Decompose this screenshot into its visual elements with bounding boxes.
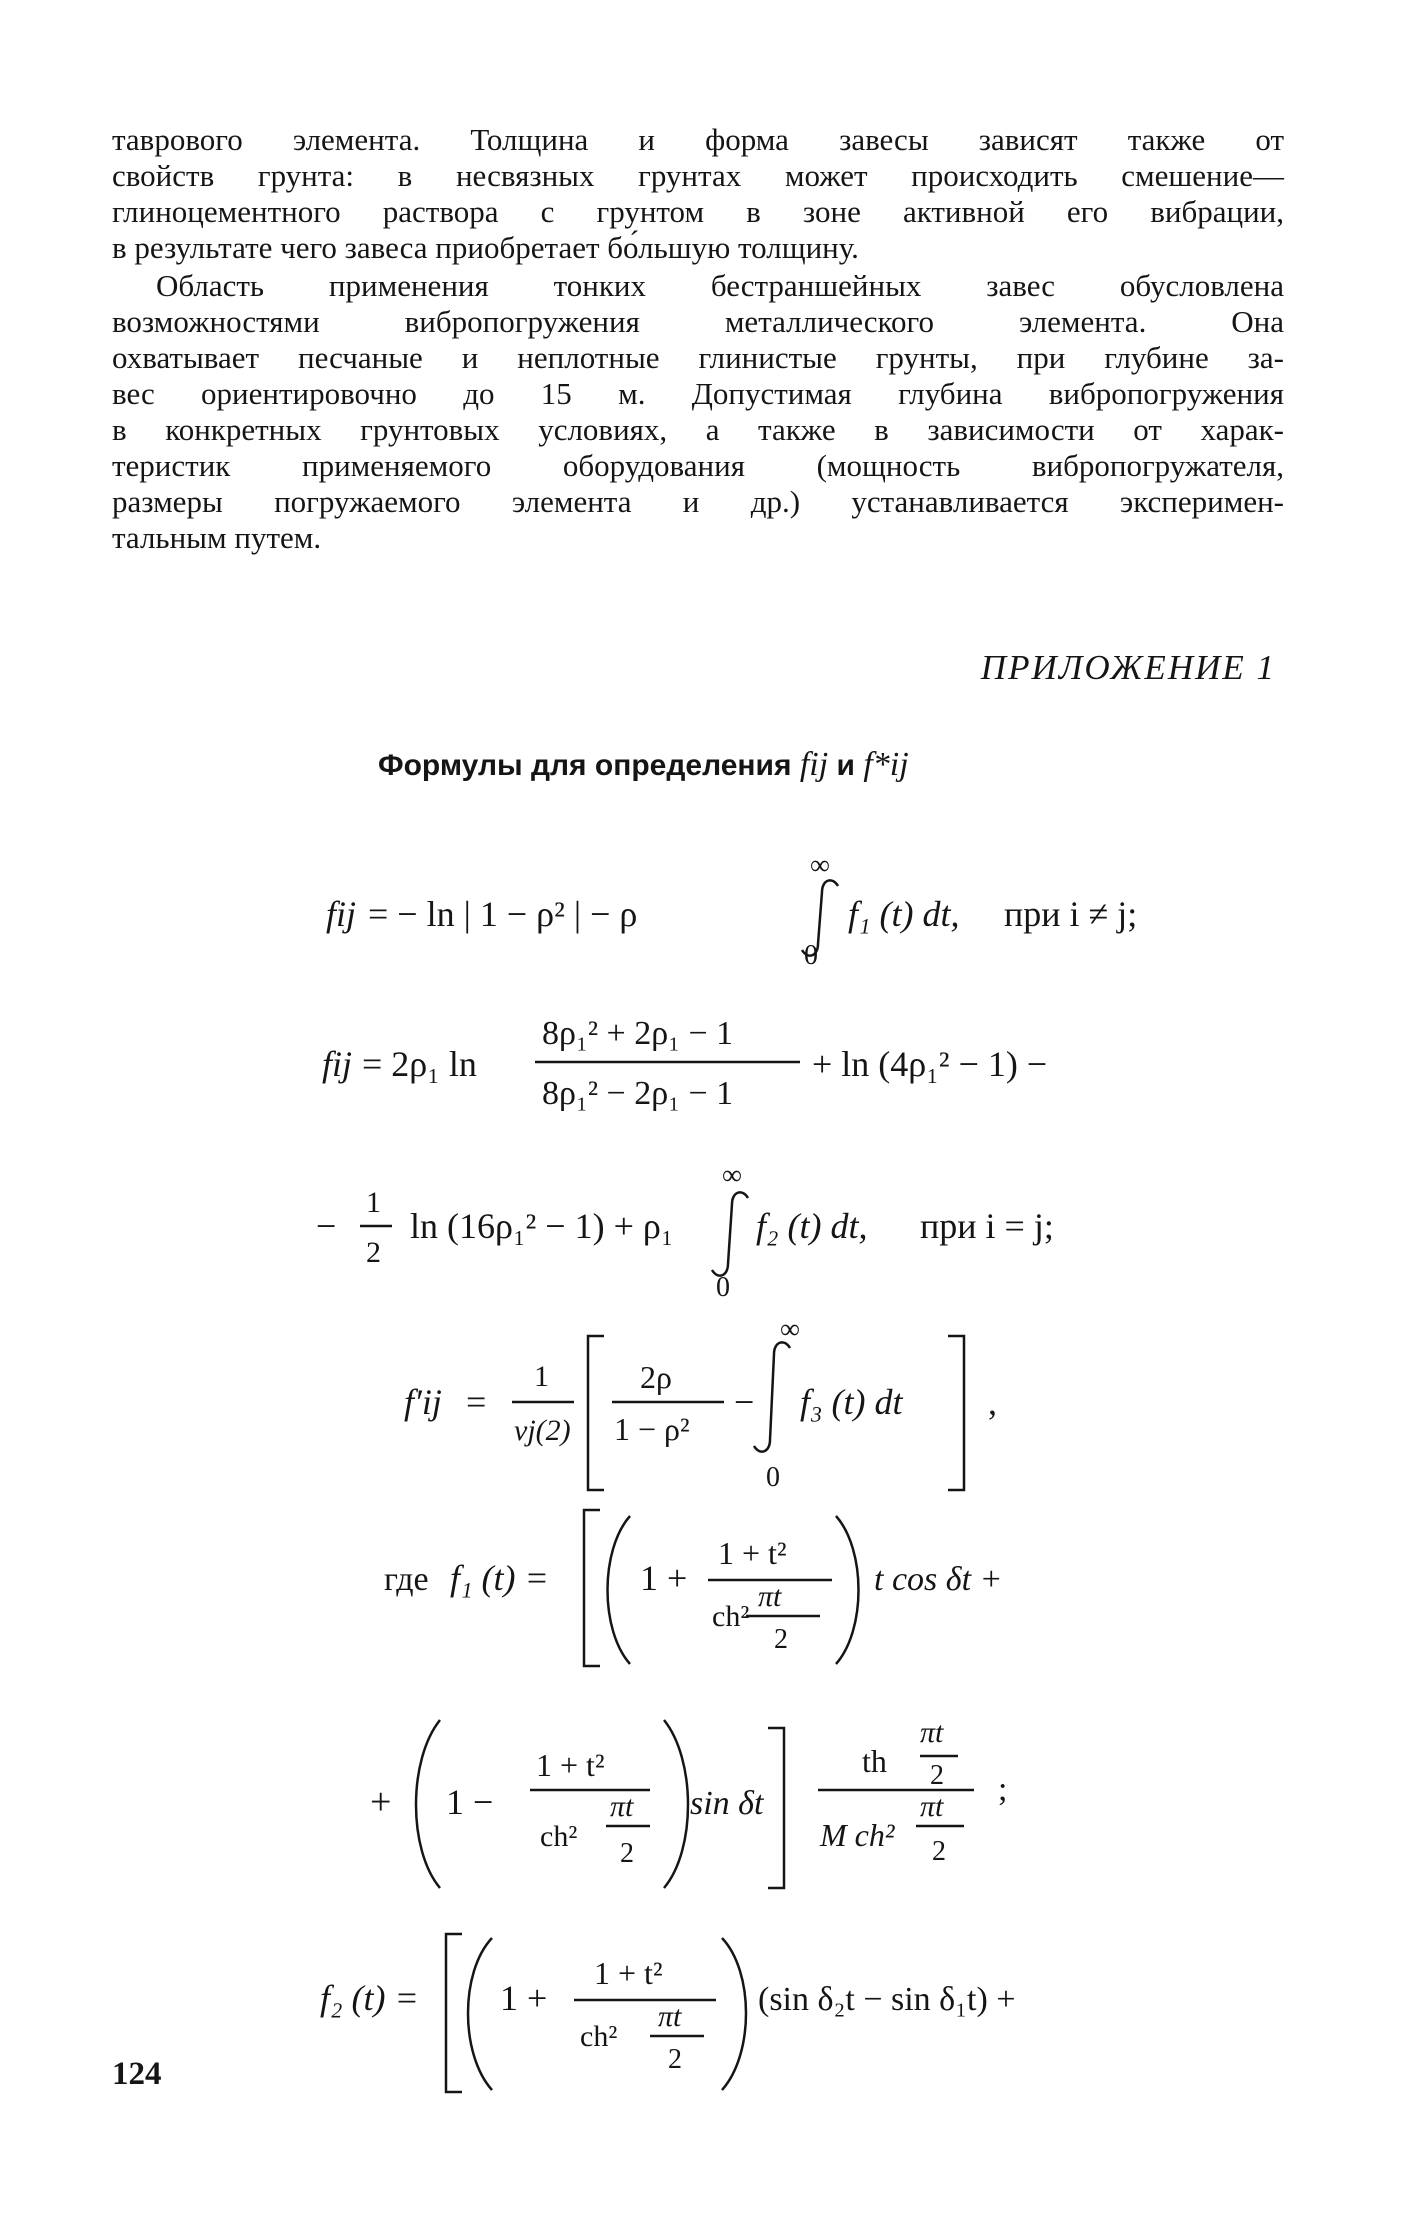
eq3-condition: при i = j; [920,1206,1054,1246]
paragraph-line: вес ориентировочно до 15 м. Допустимая глубина вибропогружения [112,376,1284,411]
eq3-lower: 0 [716,1272,730,1303]
eq4-minus: − [734,1382,755,1422]
eq3-integrand: f₂ (t) dt, [756,1206,868,1246]
eq4-lower: 0 [766,1462,780,1493]
paragraph-line: глиноцементного раствора с грунтом в зоне активной его вибрации, [112,194,1284,229]
appendix-label: ПРИЛОЖЕНИЕ 1 [980,648,1276,687]
eq3-half-num: 1 [366,1186,381,1219]
eq6-m-num: πt [920,1790,944,1823]
paragraph-line: в конкретных грунтовых условиях, а также в зависимости от харак- [112,412,1284,447]
right-bracket [768,1728,784,1888]
eq2-tail: + ln (4ρ₁² − 1) − [812,1044,1048,1084]
eq6-one-minus: 1 − [446,1782,494,1822]
eq2-denominator: 8ρ₁² − 2ρ₁ − 1 [542,1075,734,1112]
eq6-numerator: 1 + t² [536,1747,605,1783]
eq5-den-ch: ch² [712,1600,750,1633]
eq7-numerator: 1 + t² [594,1955,663,1991]
eq3-upper: ∞ [722,1160,742,1191]
integral-sign [712,1192,748,1275]
paragraph-line: тальным путем. [112,520,322,555]
eq1-condition: при i ≠ j; [1004,894,1138,934]
eq2-coef: = 2ρ₁ ln [362,1044,477,1084]
heading-var-1: fij [799,746,829,783]
right-bracket [948,1336,964,1490]
right-paren [722,1938,746,2090]
eq4-upper: ∞ [780,1314,800,1345]
eq6-th: th [862,1743,887,1779]
eq2-numerator: 8ρ₁² + 2ρ₁ − 1 [542,1015,734,1052]
eq5-lhs: f₁ (t) = [450,1558,549,1598]
eq3-half-den: 2 [366,1236,381,1269]
eq3-body: ln (16ρ₁² − 1) + ρ₁ [410,1206,674,1246]
paragraph-line: таврового элемента. Толщина и форма завесы зависят также от [112,122,1284,157]
eq1-lhs: fij [326,894,357,934]
eq7-den-pi-num: πt [658,2000,682,2033]
paragraph-line: в результате чего завеса приобретает бо́льшую толщину. [112,230,859,265]
eq7-one-plus: 1 + [500,1978,548,2018]
eq2-lhs: fij [322,1044,353,1084]
eq7-lhs: f₂ (t) = [320,1978,419,2018]
eq5-tail: t cos δt + [874,1561,1003,1598]
integral-sign [754,1342,790,1451]
eq1-upper: ∞ [810,850,830,881]
eq5-den-pi-den: 2 [774,1624,788,1655]
heading-conj: и [836,749,855,782]
eq5-numerator: 1 + t² [718,1535,787,1571]
eq5-one-plus: 1 + [640,1558,688,1598]
eq6-den-pi-num: πt [610,1790,634,1823]
eq1-integrand: f₁ (t) dt, [848,894,960,934]
eq7-tail: (sin δ₂t − sin δ₁t) + [758,1981,1016,2018]
page-number: 124 [112,2056,162,2092]
eq6-m-ch: M ch² [820,1817,895,1853]
eq1-lower: 0 [804,940,818,971]
left-paren [608,1516,631,1664]
eq6-m-den: 2 [932,1836,946,1867]
eq4-integrand: f₃ (t) dt [800,1382,903,1422]
eq6-den-pi-den: 2 [620,1838,634,1869]
right-paren [836,1516,859,1664]
eq5-where: где [384,1561,429,1598]
paragraph-line: свойств грунта: в несвязных грунтах может происходить смешение— [112,158,1284,193]
heading-text: Формулы для определения [378,749,792,782]
right-paren [664,1720,688,1888]
eq6-th-num: πt [920,1716,944,1749]
eq7-den-ch: ch² [580,2020,618,2053]
heading-var-2: f*ij [863,746,909,783]
eq6-sin: sin δt [690,1785,764,1822]
eq5-den-pi-num: πt [758,1580,782,1613]
eq4-inner-den: 1 − ρ² [614,1411,690,1447]
eq6-den-ch: ch² [540,1820,578,1853]
eq1-body: = − ln | 1 − ρ² | − ρ [368,894,638,934]
eq4-comma: , [988,1382,997,1422]
eq4-lhs: f′ij [404,1382,442,1422]
paragraph-line: возможностями вибропогружения металлического элемента. Она [112,304,1284,339]
eq4-frac-num: 1 [534,1360,549,1393]
eq7-den-pi-den: 2 [668,2044,682,2075]
left-bracket [446,1934,462,2092]
paragraph-line: размеры погружаемого элемента и др.) устанавливается эксперимен- [112,484,1284,519]
eq4-eq: = [466,1382,487,1422]
eq4-frac-den: vj(2) [514,1414,571,1447]
eq6-plus: + [370,1781,392,1823]
left-paren [468,1938,492,2090]
paragraph-line: охватывает песчаные и неплотные глинистые грунты, при глубине за- [112,340,1284,375]
eq6-semicolon: ; [998,1771,1008,1808]
left-paren [416,1720,440,1888]
paragraph-line: теристик применяемого оборудования (мощность вибропогружателя, [112,448,1284,483]
left-bracket [588,1336,604,1490]
eq4-inner-num: 2ρ [640,1359,672,1395]
left-bracket [584,1510,600,1666]
eq6-th-den: 2 [930,1760,944,1791]
eq3-lead: − [316,1206,337,1246]
paragraph-line: Область применения тонких бестраншейных завес обусловлена [156,268,1284,303]
